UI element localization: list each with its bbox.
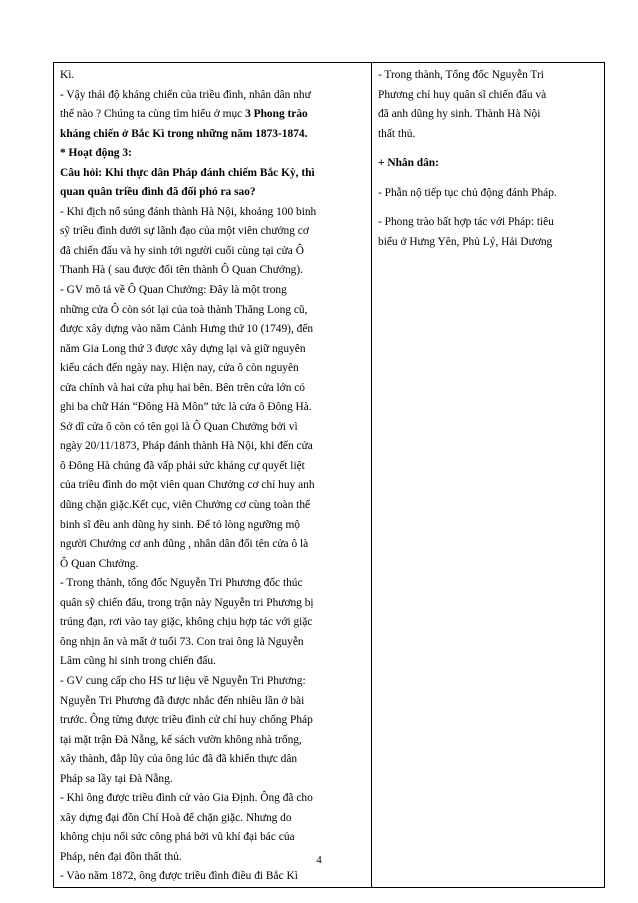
text-line <box>60 574 365 594</box>
text-segment: kiểu cách đến ngày nay. Hiện nay, cửa ô còn nguyên <box>60 362 299 375</box>
text-line <box>60 672 365 692</box>
text-line <box>60 613 365 633</box>
student-content-column <box>372 63 605 888</box>
text-segment: được xây dựng vào năm Cảnh Hưng thứ 10 (1749), đến <box>60 323 314 336</box>
teacher-activity-text <box>60 66 365 887</box>
text-line <box>60 457 365 477</box>
text-line <box>60 594 365 614</box>
text-line <box>60 711 365 731</box>
text-line <box>60 535 365 555</box>
text-segment: xây thành, đắp lũy của ông lúc đã đã khiến thực dân <box>60 753 298 766</box>
text-segment: - GV cung cấp cho HS tư liệu về Nguyễn Tri Phương: <box>60 674 306 687</box>
text-segment: ngày 20/11/1873, Pháp đánh thành Hà Nội, khi đến cửa <box>60 440 313 453</box>
text-segment: Kì. <box>60 69 75 81</box>
text-segment: năm Gia Long thứ 3 được xây dựng lại và giữ nguyên <box>60 342 306 355</box>
text-segment: 3 Phong trào <box>245 108 308 121</box>
text-segment: người Chưởng cơ anh dũng , nhân dân đổi tên cửa ô là <box>60 538 309 551</box>
text-line <box>60 281 365 301</box>
text-line <box>60 809 365 829</box>
lesson-table <box>53 62 605 888</box>
text-segment: Câu hỏi: Khi thực dân Pháp đánh chiếm Bắc Kỳ, thì <box>60 166 315 179</box>
teacher-activity-column <box>54 63 372 888</box>
text-line <box>60 398 365 418</box>
content-paragraph <box>378 66 598 144</box>
text-segment: binh sĩ đều anh dũng hy sinh. Để tỏ lòng ngưỡng mộ <box>60 518 300 531</box>
text-line <box>60 418 365 438</box>
text-line <box>60 652 365 672</box>
text-line: + Nhân dân: <box>378 157 439 170</box>
text-segment: ghi ba chữ Hán “Đông Hà Môn” tức là cửa ô Đông Hà. <box>60 401 312 414</box>
text-line <box>60 86 365 106</box>
text-segment: Ô Quan Chưởng. <box>60 557 139 570</box>
table-row <box>54 63 605 888</box>
text-line: đã anh dũng hy sinh. Thành Hà Nội <box>378 108 541 121</box>
text-segment: - Trong thành, tổng đốc Nguyễn Tri Phương đốc thúc <box>60 577 303 590</box>
text-line <box>60 242 365 262</box>
text-line: - Phong trào bất hợp tác với Pháp: tiêu <box>378 216 554 229</box>
text-line <box>60 105 365 125</box>
text-line <box>60 66 365 86</box>
text-segment: không chịu nổi sức công phá bởi vũ khí đại bác của <box>60 831 295 844</box>
text-line <box>60 379 365 399</box>
text-line <box>60 770 365 790</box>
text-segment: quan quân triều đình đã đối phó ra sao? <box>60 186 256 199</box>
content-paragraph <box>378 184 598 204</box>
text-segment: - GV mô tả về Ô Quan Chưởng: Đây là một trong <box>60 284 287 297</box>
text-line <box>60 496 365 516</box>
text-segment: những cửa Ô còn sót lại của toà thành Thăng Long cũ, <box>60 303 308 316</box>
text-segment: Nguyễn Tri Phương đã được nhắc đến nhiều lần ở bài <box>60 694 305 707</box>
text-line <box>60 437 365 457</box>
text-line <box>60 320 365 340</box>
text-segment: cửa chính và hai cửa phụ hai bên. Bên trên cửa lớn có <box>60 381 305 394</box>
text-segment: Pháp, nên đại đồn thất thủ. <box>60 850 182 863</box>
text-line <box>60 144 365 164</box>
text-line <box>60 476 365 496</box>
text-segment: tại mặt trận Đà Nẵng, kế sách vườn không nhà trống, <box>60 733 302 746</box>
text-line <box>60 301 365 321</box>
text-segment: sỹ triều đình dưới sự lãnh đạo của một viên chưởng cơ <box>60 225 309 238</box>
text-line <box>60 222 365 242</box>
text-segment: Sở dĩ cửa ô còn có tên gọi là Ô Quan Chưởng bởi vì <box>60 420 298 433</box>
text-segment: ông nhịn ăn và mất ở tuổi 73. Con trai ông là Nguyễn <box>60 635 304 648</box>
text-segment: - Khi ông được triều đình cử vào Gia Định. Ông đã cho <box>60 792 313 805</box>
text-segment: Lâm cũng hi sinh trong chiến đấu. <box>60 655 216 668</box>
text-segment: quân sỹ chiến đấu, trong trận này Nguyễn tri Phương bị <box>60 596 314 609</box>
text-line <box>60 692 365 712</box>
text-line <box>60 164 365 184</box>
text-line: thất thủ. <box>378 127 416 140</box>
text-line <box>60 183 365 203</box>
text-segment: trúng đạn, rơi vào tay giặc, không chịu hợp tác với giặc <box>60 616 313 629</box>
text-segment: dũng chặn giặc.Kết cục, viên Chưởng cơ cùng toàn thể <box>60 499 311 512</box>
text-line: Phương chỉ huy quân sĩ chiến đấu và <box>378 88 547 101</box>
text-segment: * Hoạt động 3: <box>60 147 132 160</box>
text-line <box>60 125 365 145</box>
text-segment: đã chiến đấu và hy sinh tới người cuối cùng tại cửa Ô <box>60 244 304 257</box>
page-number: 4 <box>316 854 322 866</box>
text-segment: ô Đông Hà chúng đã vấp phải sức kháng cự quyết liệt <box>60 459 305 472</box>
text-segment: Thanh Hà ( sau được đổi tên thành Ô Quan Chưởng). <box>60 264 303 277</box>
text-segment: xây dựng đại đồn Chí Hoà để chặn giặc. Nhưng do <box>60 811 292 824</box>
text-line <box>60 867 365 887</box>
content-paragraph <box>378 154 598 174</box>
text-line <box>60 261 365 281</box>
text-segment: kháng chiến ở Bắc Kì trong những năm 1873-1874. <box>60 127 308 140</box>
text-line <box>60 340 365 360</box>
text-line <box>60 633 365 653</box>
text-segment: trước. Ông từng được triều đình cử chỉ huy chống Pháp <box>60 714 313 727</box>
text-line <box>60 750 365 770</box>
text-line <box>60 555 365 575</box>
text-line: biểu ở Hưng Yên, Phủ Lý, Hải Dương <box>378 235 553 248</box>
text-line <box>60 828 365 848</box>
text-segment: - Vậy thái độ kháng chiến của triều đình, nhân dân như <box>60 88 311 101</box>
text-line <box>60 203 365 223</box>
text-segment: thế nào ? Chúng ta cùng tìm hiểu ở mục <box>60 108 246 121</box>
text-line <box>60 789 365 809</box>
text-segment: - Vào năm 1872, ông được triều đình điều đi Bắc Kì <box>60 870 298 883</box>
text-line: - Trong thành, Tổng đốc Nguyễn Tri <box>378 69 544 81</box>
text-line: - Phẫn nộ tiếp tục chủ động đánh Pháp. <box>378 186 557 199</box>
text-line <box>60 731 365 751</box>
content-paragraph <box>378 213 598 252</box>
text-segment: - Khi địch nổ súng đánh thành Hà Nội, khoảng 100 binh <box>60 205 317 218</box>
text-line <box>60 359 365 379</box>
text-segment: Pháp sa lầy tại Đà Nẵng. <box>60 772 173 785</box>
student-content-text <box>378 66 598 252</box>
text-segment: của triều đình do một viên quan Chưởng cơ chỉ huy anh <box>60 479 315 492</box>
text-line <box>60 516 365 536</box>
